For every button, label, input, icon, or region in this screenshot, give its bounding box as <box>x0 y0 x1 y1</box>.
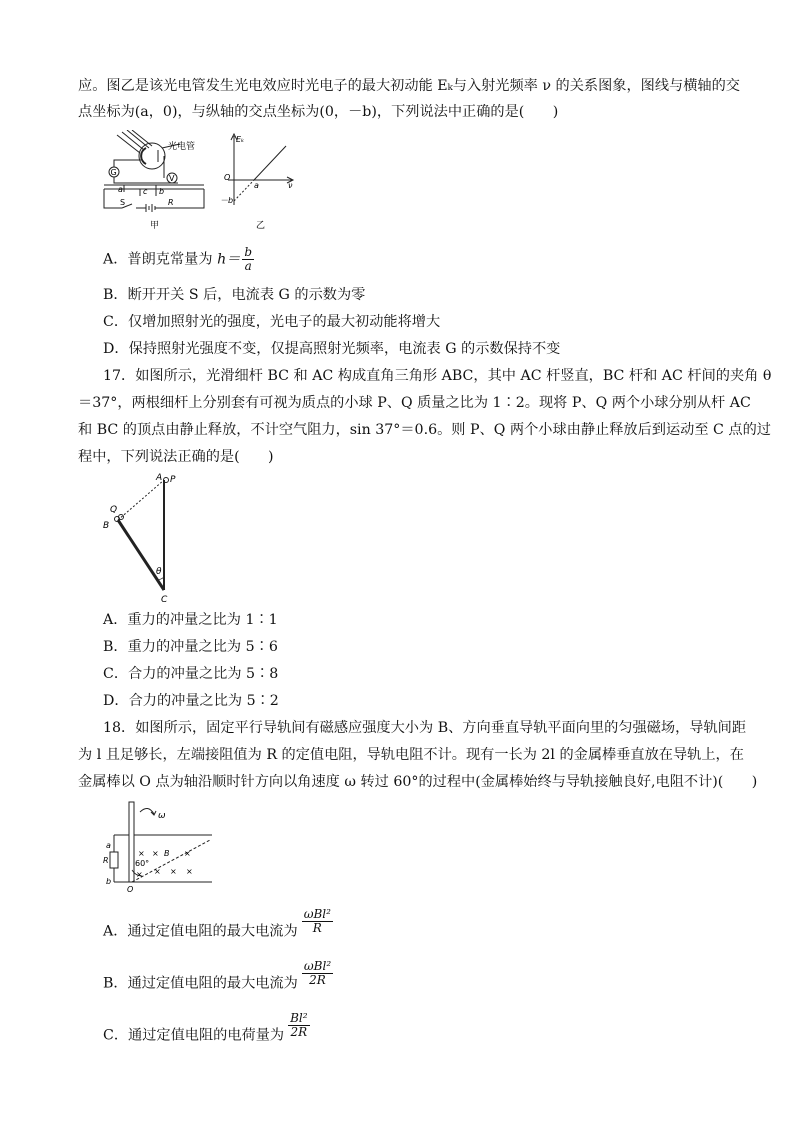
q16-option-a-fraction: $\frac{b}{a}$ <box>244 245 253 273</box>
origin-label: O <box>224 173 231 182</box>
svg-text:×: × <box>170 867 177 876</box>
q18-option-b-fraction: $\frac{\text{ωBl²}}{2R}$ <box>303 959 332 987</box>
q16-figure-jia <box>100 130 210 235</box>
q17-stem-line-1: 17．如图所示，光滑细杆 BC 和 AC 构成直角三角形 ABC，其中 AC 杆竖直，BC 杆和 AC 杆间的夹角 θ <box>103 368 772 384</box>
svg-text:×: × <box>152 849 159 858</box>
q17-stem-line-4: 程中，下列说法正确的是( ) <box>78 449 274 465</box>
point-b-label: b <box>106 877 112 886</box>
omega-label: ω <box>158 811 166 821</box>
resistor-label: R <box>168 198 174 207</box>
q18-option-a: A．通过定值电阻的最大电流为 $\frac{\text{ωBl²}}{R}$ <box>103 907 331 940</box>
intercept-b-label: －b <box>220 196 234 205</box>
resistor-label: R <box>103 856 109 865</box>
figure-jia-caption: 甲 <box>150 221 160 231</box>
angle-theta-label: θ <box>156 567 162 577</box>
q16-option-c: C．仅增加照射光的强度，光电子的最大初动能将增大 <box>103 314 441 330</box>
q17-stem-line-2: ＝37°，两根细杆上分别套有可视为质点的小球 P、Q 质量之比为 1∶2。现将 P、Q 两个小球分别从杆 AC <box>78 395 751 411</box>
point-c-label: c <box>143 187 148 196</box>
angle-label: 60° <box>135 859 150 868</box>
q18-stem-line-1: 18．如图所示，固定平行导轨间有磁感应强度大小为 B、方向垂直导轨平面向里的匀强磁场，导轨间距 <box>103 720 747 736</box>
field-b-label: B <box>164 849 170 858</box>
tube-label: 光电管 <box>168 142 196 152</box>
point-a-label: A <box>156 473 163 483</box>
svg-text:×: × <box>186 867 193 876</box>
q16-stem-line-1: 应。图乙是该光电管发生光电效应时光电子的最大初动能 Eₖ与入射光频率 ν 的关系图象，图线与横轴的交 <box>78 78 740 94</box>
q16-stem-line-2: 点坐标为(a，0)，与纵轴的交点坐标为(0，－b)，下列说法中正确的是( ) <box>78 104 559 120</box>
q18-option-c-fraction: $\frac{\text{Bl²}}{2R}$ <box>290 1011 308 1039</box>
switch-label: S <box>120 198 126 207</box>
q16-option-b: B．断开开关 S 后，电流表 G 的示数为零 <box>103 287 366 303</box>
point-o-label: O <box>127 885 134 894</box>
ball-q-label: Q <box>110 505 118 515</box>
q18-figure <box>100 800 220 895</box>
figure-yi-caption: 乙 <box>256 221 266 231</box>
point-a-label: a <box>106 841 111 850</box>
q18-option-c: C．通过定值电阻的电荷量为 $\frac{\text{Bl²}}{2R}$ <box>103 1011 308 1044</box>
q17-figure <box>100 470 190 605</box>
q16-option-d: D．保持照射光强度不变，仅提高照射光频率，电流表 G 的示数保持不变 <box>103 341 561 357</box>
q16-figure-yi <box>218 130 298 235</box>
q17-option-c: C．合力的冲量之比为 5∶8 <box>103 666 279 682</box>
svg-text:×: × <box>136 870 143 879</box>
svg-text:×: × <box>138 849 145 858</box>
svg-text:×: × <box>154 867 161 876</box>
q18-stem-line-3: 金属棒以 O 点为轴沿顺时针方向以角速度 ω 转过 60°的过程中(金属棒始终与导轨接触良好,电阻不计)( ) <box>78 774 758 790</box>
q16-option-a: A．普朗克常量为 h＝ $\frac{b}{a}$ <box>103 245 253 273</box>
q17-stem-line-3: 和 BC 的顶点由静止释放，不计空气阻力，sin 37°＝0.6。则 P、Q 两个小球由静止释放后到运动至 C 点的过 <box>78 422 771 438</box>
point-c-label: C <box>161 595 168 605</box>
q18-stem-line-2: 为 l 且足够长，左端接阻值为 R 的定值电阻，导轨电阻不计。现有一长为 2l 的金属棒垂直放在导轨上，在 <box>78 747 744 763</box>
q17-option-b: B．重力的冲量之比为 5∶6 <box>103 639 278 655</box>
ek-axis-label: Eₖ <box>236 135 245 144</box>
ball-p-label: P <box>170 475 176 485</box>
q17-option-d: D．合力的冲量之比为 5∶2 <box>103 693 279 709</box>
ammeter-label: G <box>110 168 117 177</box>
point-b-label: B <box>103 521 110 531</box>
point-a-label: a <box>118 185 123 194</box>
intercept-a-label: a <box>254 181 259 190</box>
nu-axis-label: ν <box>288 181 293 190</box>
point-b-label: b <box>159 187 165 196</box>
q18-option-a-fraction: $\frac{\text{ωBl²}}{R}$ <box>303 907 331 935</box>
voltmeter-label: V <box>169 174 175 183</box>
q18-option-b: B．通过定值电阻的最大电流为 $\frac{\text{ωBl²}}{2R}$ <box>103 959 332 992</box>
svg-text:×: × <box>184 849 191 858</box>
q17-option-a: A．重力的冲量之比为 1∶1 <box>103 612 278 628</box>
